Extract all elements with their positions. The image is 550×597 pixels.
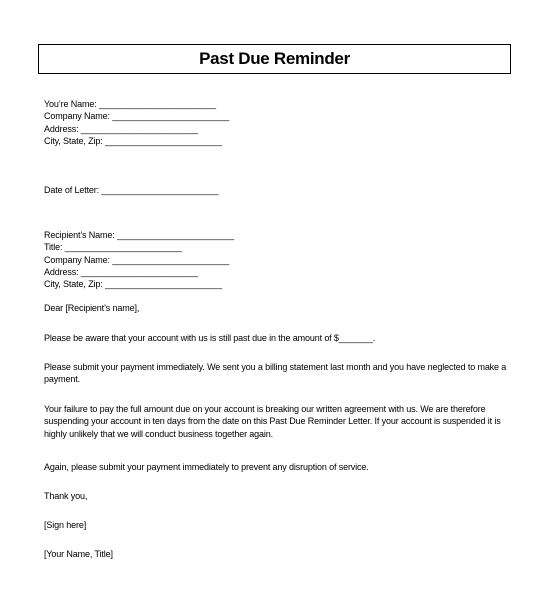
recipient-name-field: Recipient’s Name: ________________________	[44, 230, 234, 241]
paragraph-again-submit: Again, please submit your payment immediately to prevent any disruption of service.	[44, 462, 369, 473]
closing: Thank you,	[44, 491, 88, 502]
recipient-title-field: Title: ________________________	[44, 242, 182, 254]
sender-block	[44, 99, 229, 148]
document-title: Past Due Reminder	[199, 49, 350, 68]
sender-company-field: Company Name: ________________________	[44, 111, 230, 123]
date-block	[44, 185, 218, 197]
recipient-block	[44, 230, 234, 291]
recipient-city-field: City, State, Zip: ________________________	[44, 279, 222, 291]
recipient-address-field: Address: ________________________	[44, 266, 198, 278]
salutation: Dear [Recipient’s name],	[44, 303, 140, 314]
name-title-placeholder: [Your Name, Title]	[44, 549, 113, 560]
paragraph-amount-due: Please be aware that your account with us is still past due in the amount of $_______.	[44, 333, 376, 344]
recipient-company-field: Company Name: ________________________	[44, 254, 230, 266]
date-field: Date of Letter: ________________________	[44, 185, 219, 196]
sender-city-field: City, State, Zip: ________________________	[44, 135, 222, 147]
paragraph-suspension-notice: Your failure to pay the full amount due on your account is breaking our written agreement with us. We are therefore suspending your account in ten days from the date on this Past Due Reminder Letter. If your account is suspended it is highly unlikely that we will conduct business together again.	[44, 404, 501, 440]
paragraph-submit-payment: Please submit your payment immediately. We sent you a billing statement last month and you have neglected to make a payment.	[44, 362, 507, 386]
sender-name-field: You’re Name: ________________________	[44, 99, 216, 110]
signature-placeholder: [Sign here]	[44, 520, 87, 531]
title-box	[38, 44, 511, 74]
sender-address-field: Address: ________________________	[44, 123, 198, 135]
